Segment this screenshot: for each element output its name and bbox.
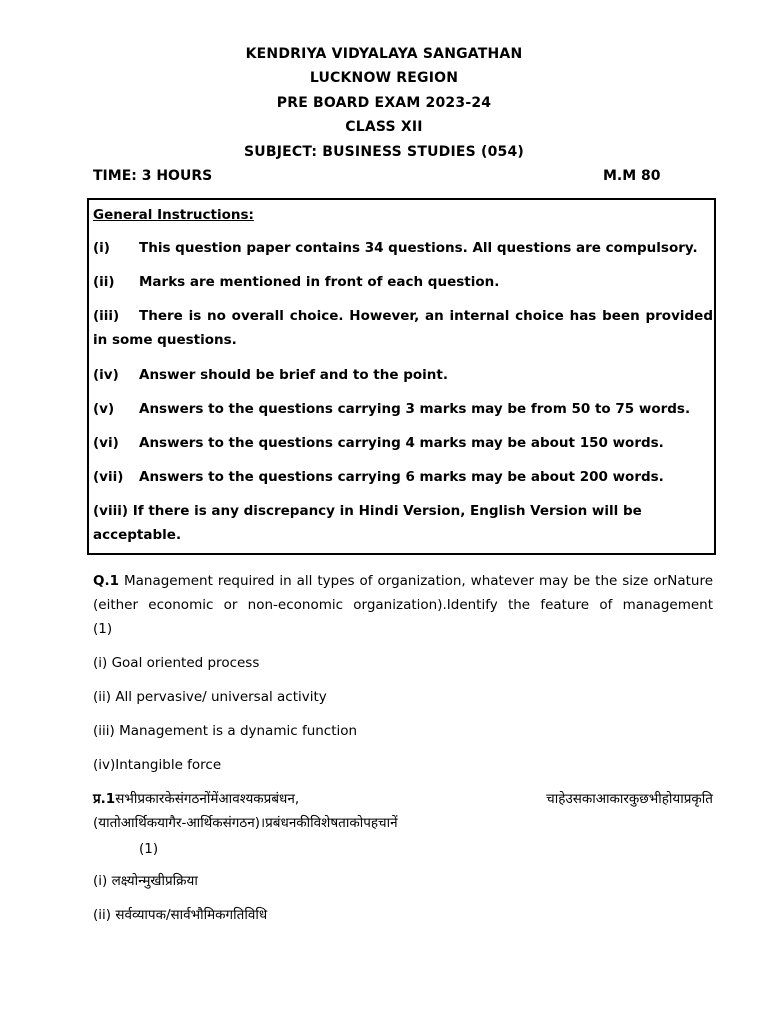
q1-option: (i) Goal oriented process xyxy=(93,655,260,671)
instruction-text: There is no overall choice. However, an internal choice has been provided in some questions. xyxy=(93,308,713,348)
instruction-text: Answers to the questions carrying 6 marks may be about 200 words. xyxy=(139,469,664,485)
instruction-number: (vi) xyxy=(93,435,119,451)
header-exam: PRE BOARD EXAM 2023-24 xyxy=(276,95,492,111)
instruction-text: If there is any discrepancy in Hindi Version, English Version will be acceptable. xyxy=(93,503,642,543)
q1-hindi-marks: (1) xyxy=(139,841,159,857)
q1-hindi-text-right: चाहेउसकाआकारकुछभीहोयाप्रकृति xyxy=(546,791,713,807)
instruction-number: (iv) xyxy=(93,367,119,383)
instruction-text: Answer should be brief and to the point. xyxy=(139,367,448,383)
q1-marks: (1) xyxy=(93,621,113,637)
q1-hindi-text-left: सभीप्रकारकेसंगठनोंमेंआवश्यकप्रबंधन, xyxy=(115,791,300,807)
header-org: KENDRIYA VIDYALAYA SANGATHAN xyxy=(245,46,523,62)
q1-hindi-text-line2: (यातोआर्थिकयागैर-आर्थिकसंगठन)।प्रबंधनकीविशेषताकोपहचानें xyxy=(93,815,398,831)
q1-hindi-label: प्र.1 xyxy=(93,791,116,807)
q1-hindi-line1 xyxy=(93,787,713,811)
instruction-item xyxy=(93,397,713,421)
instruction-number: (iii) xyxy=(93,308,120,324)
instruction-text: Marks are mentioned in front of each question. xyxy=(139,274,500,290)
instructions-title: General Instructions: xyxy=(93,207,254,223)
instruction-text: This question paper contains 34 questions. All questions are compulsory. xyxy=(139,240,698,256)
instruction-item xyxy=(93,499,713,547)
instruction-text: Answers to the questions carrying 4 marks may be about 150 words. xyxy=(139,435,664,451)
instruction-item xyxy=(93,270,713,294)
max-marks-label: M.M 80 xyxy=(603,168,661,184)
instruction-number: (viii) xyxy=(93,503,129,519)
instruction-number: (i) xyxy=(93,240,110,256)
q1-line1 xyxy=(93,569,713,593)
q1-option: (ii) All pervasive/ universal activity xyxy=(93,689,327,705)
header-region: LUCKNOW REGION xyxy=(309,70,459,86)
instruction-item xyxy=(93,465,713,489)
instruction-text: Answers to the questions carrying 3 marks may be from 50 to 75 words. xyxy=(139,401,691,417)
q1-text-line2: (either economic or non-economic organization).Identify the feature of management xyxy=(93,597,713,613)
q1-text-line1: Management required in all types of organization, whatever may be the size orNature xyxy=(123,573,714,589)
instruction-number: (v) xyxy=(93,401,115,417)
q1-option: (iii) Management is a dynamic function xyxy=(93,723,358,739)
time-label: TIME: 3 HOURS xyxy=(93,168,213,184)
q1-hindi-option: (ii) सर्वव्यापक/सार्वभौमिकगतिविधि xyxy=(93,907,268,923)
header-class: CLASS XII xyxy=(345,119,423,135)
q1-hindi-option: (i) लक्ष्योन्मुखीप्रक्रिया xyxy=(93,873,198,889)
q1-label: Q.1 xyxy=(93,573,119,589)
instruction-number: (ii) xyxy=(93,274,115,290)
instruction-item xyxy=(93,431,713,455)
q1-option: (iv)Intangible force xyxy=(93,757,222,773)
instruction-item xyxy=(93,236,713,260)
instruction-number: (vii) xyxy=(93,469,124,485)
instruction-item xyxy=(93,363,713,387)
instruction-item xyxy=(93,304,713,352)
header-subject: SUBJECT: BUSINESS STUDIES (054) xyxy=(243,144,525,160)
